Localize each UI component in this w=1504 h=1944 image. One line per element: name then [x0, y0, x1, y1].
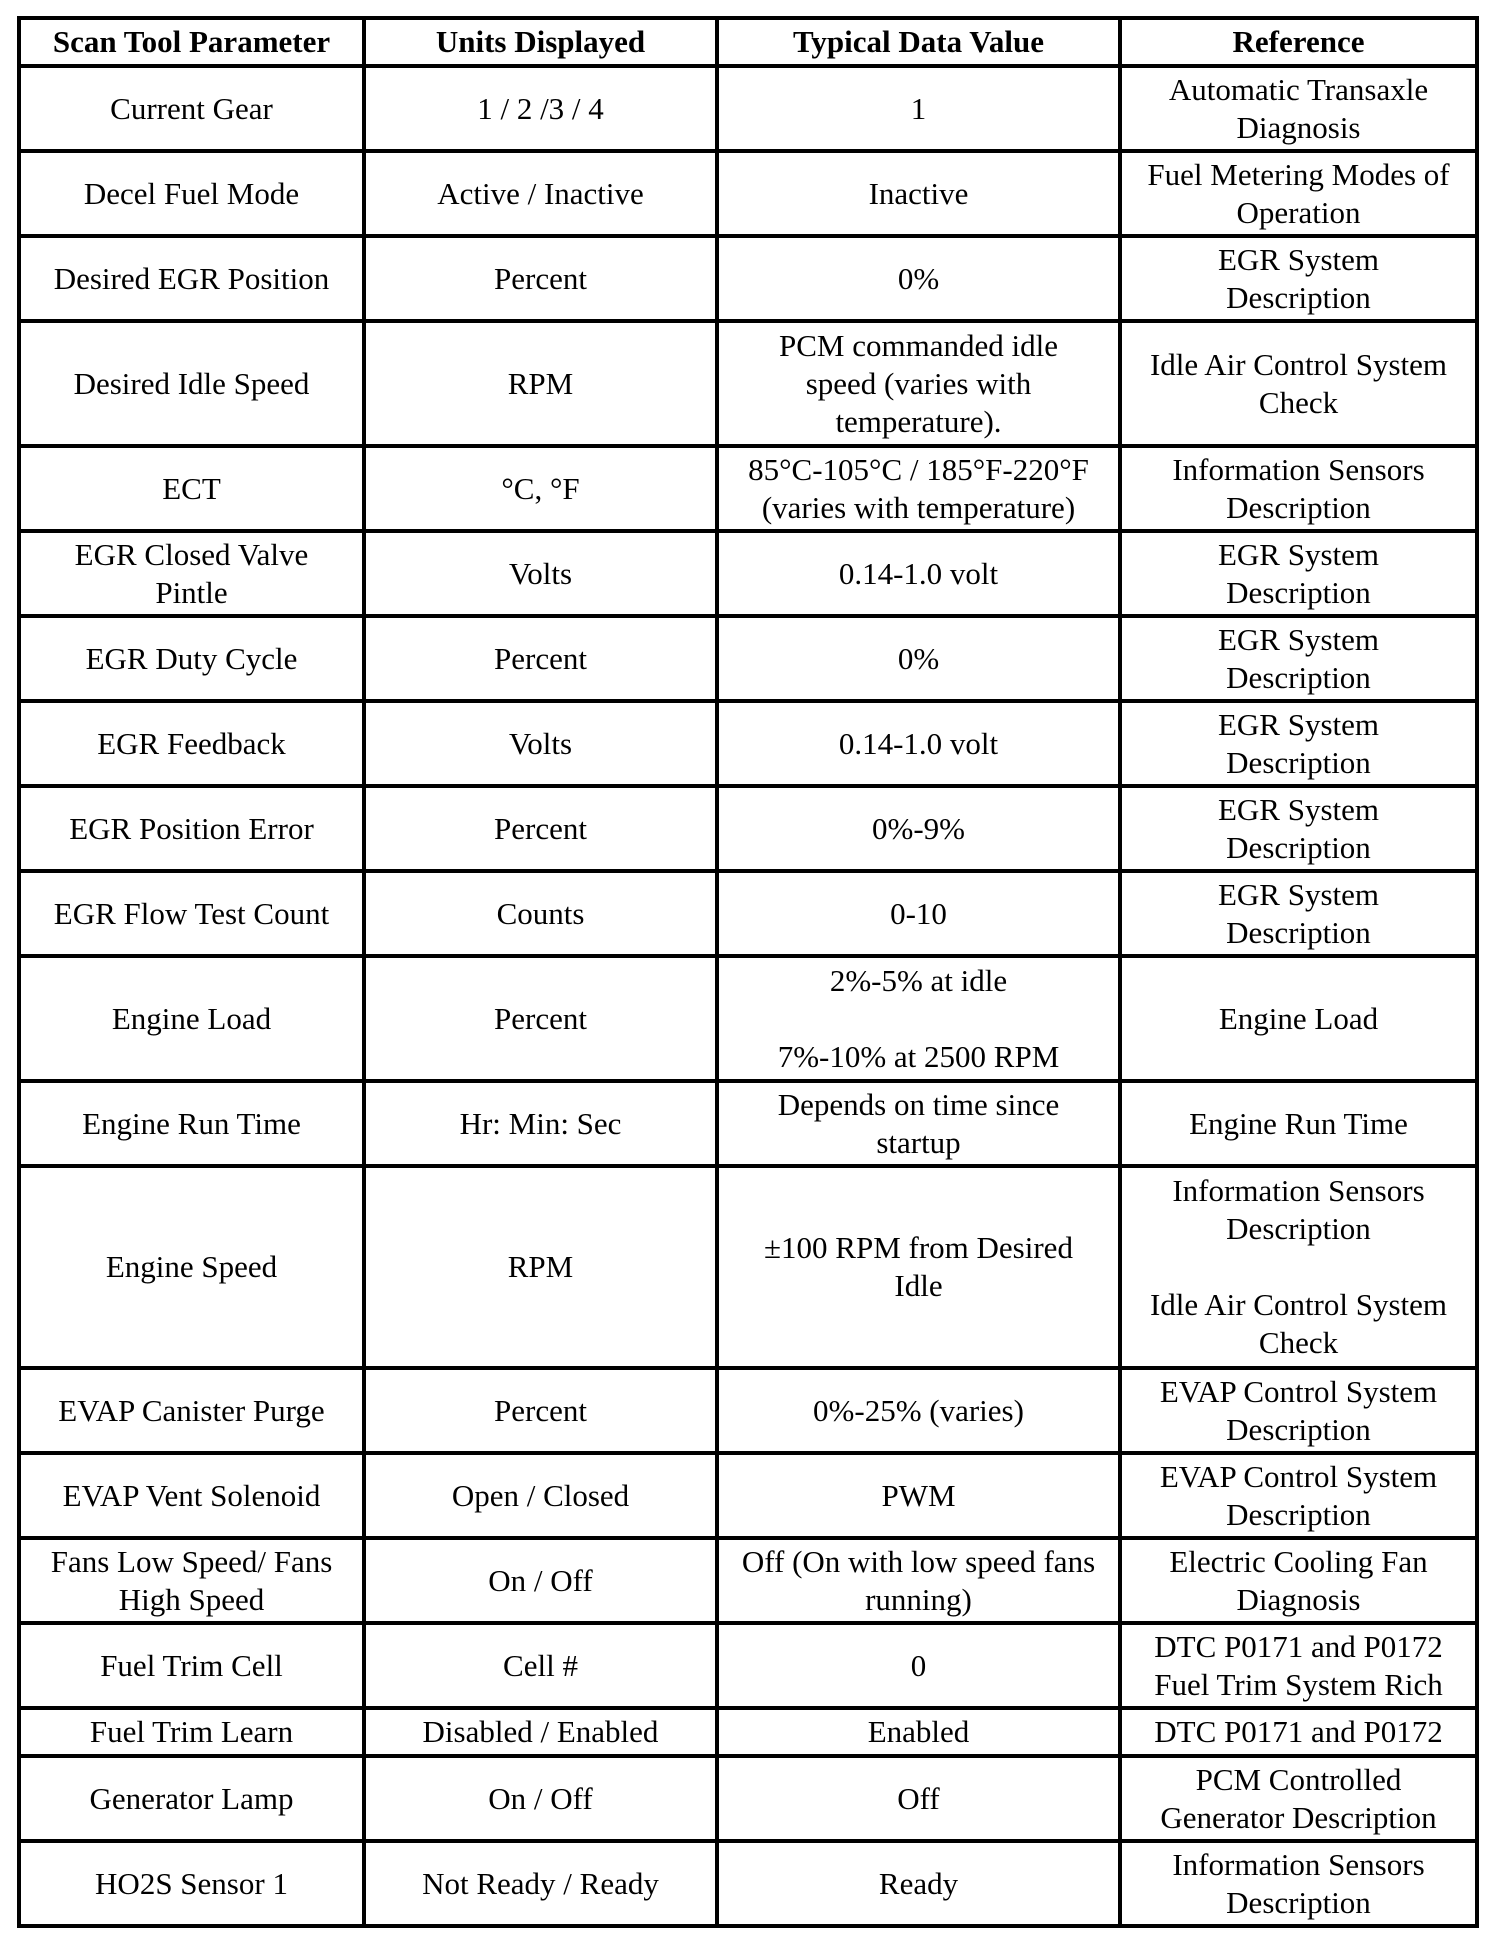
table-row: [19, 1368, 1477, 1453]
cell-units-text: RPM: [507, 1249, 574, 1284]
cell-reference-text: Engine Run Time: [1189, 1105, 1408, 1141]
cell-value: [717, 1453, 1120, 1538]
cell-parameter: [19, 446, 364, 531]
cell-units-text: Percent: [494, 260, 587, 296]
cell-value: [717, 236, 1120, 321]
cell-reference: [1120, 1841, 1477, 1926]
cell-parameter: [19, 531, 364, 616]
cell-value: [717, 1841, 1120, 1926]
table-row: [19, 616, 1477, 701]
cell-parameter-text: EGR Closed Valve Pintle: [74, 536, 309, 610]
cell-parameter-text: EGR Position Error: [69, 810, 314, 846]
cell-reference-text: EVAP Control System Description: [1159, 1458, 1438, 1532]
cell-units-text: Percent: [494, 640, 587, 676]
cell-units: [364, 616, 717, 701]
header-scan-tool-parameter: Scan Tool Parameter: [19, 18, 364, 66]
cell-units: [364, 786, 717, 871]
cell-units: [364, 1756, 717, 1841]
cell-units: [364, 531, 717, 616]
cell-reference-text: EVAP Control System Description: [1159, 1373, 1438, 1447]
cell-units-text: Disabled / Enabled: [422, 1714, 659, 1749]
cell-parameter-text: Desired Idle Speed: [73, 365, 310, 401]
header-reference: Reference: [1120, 18, 1477, 66]
header-units-displayed: Units Displayed: [364, 18, 717, 66]
cell-units: [364, 1081, 717, 1166]
cell-value: [717, 1368, 1120, 1453]
cell-parameter: [19, 1453, 364, 1538]
cell-value-text: PWM: [881, 1477, 956, 1513]
cell-units-text: Not Ready / Ready: [422, 1865, 659, 1901]
cell-reference-text: Engine Load: [1218, 1000, 1379, 1036]
cell-parameter-text: Engine Speed: [105, 1249, 278, 1284]
cell-value-text: Off: [897, 1780, 940, 1816]
cell-units: [364, 871, 717, 956]
cell-parameter-text: EGR Duty Cycle: [85, 640, 298, 676]
cell-reference: [1120, 446, 1477, 531]
cell-value-text: 1: [910, 90, 927, 126]
cell-value: [717, 1623, 1120, 1708]
table-row: [19, 956, 1477, 1081]
table-row: [19, 1756, 1477, 1841]
cell-value-text: 85°C-105°C / 185°F-220°F (varies with temperature): [748, 451, 1089, 525]
cell-value-text: 0%-9%: [872, 810, 965, 846]
cell-value-text: 0.14-1.0 volt: [838, 725, 999, 761]
cell-reference-text: EGR System Description: [1217, 621, 1380, 695]
cell-value: [717, 871, 1120, 956]
cell-parameter: [19, 701, 364, 786]
cell-units: [364, 1708, 717, 1756]
cell-parameter-text: EVAP Canister Purge: [58, 1392, 325, 1428]
cell-reference: [1120, 236, 1477, 321]
cell-parameter: [19, 1368, 364, 1453]
cell-value: [717, 1166, 1120, 1368]
cell-reference-text: DTC P0171 and P0172: [1154, 1714, 1443, 1749]
cell-units-text: Counts: [496, 895, 585, 931]
cell-reference-text: PCM Controlled Generator Description: [1160, 1761, 1437, 1835]
cell-units-text: Hr: Min: Sec: [459, 1105, 622, 1141]
table-row: [19, 1166, 1477, 1368]
cell-units: [364, 1453, 717, 1538]
cell-parameter-text: Engine Load: [111, 1000, 272, 1036]
cell-value-text: ±100 RPM from Desired Idle: [764, 1230, 1073, 1303]
table-row: [19, 1081, 1477, 1166]
cell-reference: [1120, 616, 1477, 701]
cell-value: [717, 321, 1120, 446]
cell-units-text: Percent: [494, 1392, 587, 1428]
cell-reference-text: Electric Cooling Fan Diagnosis: [1169, 1543, 1428, 1617]
cell-units: [364, 1538, 717, 1623]
cell-reference: [1120, 1756, 1477, 1841]
cell-parameter: [19, 1756, 364, 1841]
table-row: [19, 1841, 1477, 1926]
cell-units-text: Volts: [508, 725, 573, 761]
table-row: [19, 321, 1477, 446]
cell-reference: [1120, 1081, 1477, 1166]
table-row: [19, 66, 1477, 151]
cell-reference: [1120, 531, 1477, 616]
cell-value-text: Depends on time since startup: [777, 1086, 1060, 1160]
cell-value-text: Off (On with low speed fans running): [741, 1543, 1096, 1617]
cell-reference-text: Fuel Metering Modes of Operation: [1147, 156, 1450, 230]
cell-value-text: 0%-25% (varies): [813, 1392, 1024, 1428]
cell-value: [717, 616, 1120, 701]
table-row: [19, 151, 1477, 236]
cell-parameter-text: Fans Low Speed/ Fans High Speed: [50, 1543, 333, 1617]
cell-units: [364, 236, 717, 321]
cell-value: [717, 66, 1120, 151]
cell-value-text: 0.14-1.0 volt: [838, 555, 999, 591]
cell-reference-text: EGR System Description: [1217, 876, 1380, 950]
cell-parameter-text: Decel Fuel Mode: [83, 175, 300, 211]
cell-parameter-text: Desired EGR Position: [53, 260, 330, 296]
cell-value-text: 2%-5% at idle 7%-10% at 2500 RPM: [777, 962, 1060, 1074]
cell-reference: [1120, 701, 1477, 786]
cell-parameter: [19, 956, 364, 1081]
cell-units: [364, 1623, 717, 1708]
cell-units-text: RPM: [507, 365, 574, 401]
cell-reference-text: Information Sensors Description: [1172, 1846, 1425, 1920]
cell-units-text: Percent: [494, 810, 587, 846]
cell-reference-text: EGR System Description: [1217, 706, 1380, 780]
cell-units-text: °C, °F: [501, 470, 580, 506]
cell-value-text: Inactive: [868, 175, 969, 211]
cell-units: [364, 321, 717, 446]
cell-reference-text: DTC P0171 and P0172 Fuel Trim System Rich: [1154, 1628, 1443, 1702]
table-row: [19, 871, 1477, 956]
document-page: [17, 16, 1475, 1928]
table-row: [19, 701, 1477, 786]
cell-units: [364, 66, 717, 151]
cell-reference-text: Idle Air Control System Check: [1149, 346, 1448, 420]
table-body: [19, 66, 1477, 1926]
cell-units-text: On / Off: [488, 1780, 593, 1816]
cell-parameter: [19, 616, 364, 701]
cell-value: [717, 956, 1120, 1081]
cell-units-text: 1 / 2 /3 / 4: [477, 90, 604, 126]
cell-value-text: 0%: [897, 640, 940, 676]
cell-units-text: Volts: [508, 555, 573, 591]
cell-value: [717, 1756, 1120, 1841]
cell-reference-text: Information Sensors Description: [1172, 451, 1425, 525]
cell-value: [717, 151, 1120, 236]
cell-parameter: [19, 871, 364, 956]
cell-reference: [1120, 1538, 1477, 1623]
table-row: [19, 1538, 1477, 1623]
table-header-row: [19, 18, 1477, 66]
cell-units: [364, 1841, 717, 1926]
cell-reference-text: EGR System Description: [1217, 241, 1380, 315]
cell-reference: [1120, 151, 1477, 236]
cell-parameter: [19, 236, 364, 321]
cell-units: [364, 956, 717, 1081]
cell-reference: [1120, 66, 1477, 151]
cell-value-text: Ready: [878, 1865, 959, 1901]
header-typical-data-value: Typical Data Value: [717, 18, 1120, 66]
cell-reference: [1120, 1453, 1477, 1538]
cell-value-text: 0-10: [890, 895, 947, 931]
cell-parameter: [19, 1081, 364, 1166]
cell-reference: [1120, 321, 1477, 446]
cell-value-text: 0: [910, 1647, 927, 1683]
cell-units-text: On / Off: [488, 1562, 593, 1598]
cell-value-text: 0%: [897, 260, 940, 296]
cell-value-text: PCM commanded idle speed (varies with temperature).: [779, 327, 1058, 439]
table-row: [19, 786, 1477, 871]
cell-reference: [1120, 1623, 1477, 1708]
cell-parameter: [19, 1841, 364, 1926]
cell-parameter-text: Fuel Trim Learn: [89, 1714, 294, 1749]
cell-reference-text: EGR System Description: [1217, 791, 1380, 865]
cell-parameter-text: Current Gear: [110, 90, 273, 126]
cell-value-text: Enabled: [867, 1714, 970, 1749]
table-row: [19, 446, 1477, 531]
table-row: [19, 531, 1477, 616]
cell-parameter-text: EGR Flow Test Count: [53, 895, 330, 931]
cell-value: [717, 446, 1120, 531]
cell-value: [717, 1538, 1120, 1623]
cell-parameter-text: Engine Run Time: [82, 1105, 301, 1141]
cell-reference: [1120, 786, 1477, 871]
cell-parameter: [19, 786, 364, 871]
cell-parameter-text: EVAP Vent Solenoid: [62, 1477, 321, 1513]
cell-units: [364, 701, 717, 786]
cell-reference: [1120, 1368, 1477, 1453]
scan-tool-parameter-table: [17, 16, 1479, 1928]
cell-units-text: Percent: [494, 1000, 587, 1036]
cell-parameter-text: Generator Lamp: [89, 1780, 294, 1816]
table-row: [19, 236, 1477, 321]
cell-units: [364, 1368, 717, 1453]
cell-value: [717, 531, 1120, 616]
cell-reference: [1120, 1708, 1477, 1756]
table-row: [19, 1623, 1477, 1708]
cell-parameter: [19, 151, 364, 236]
cell-value: [717, 1081, 1120, 1166]
cell-parameter: [19, 321, 364, 446]
cell-reference: [1120, 1166, 1477, 1368]
cell-parameter-text: HO2S Sensor 1: [95, 1865, 288, 1901]
cell-reference-text: Information Sensors Description Idle Air Control System Check: [1149, 1173, 1448, 1360]
cell-parameter: [19, 66, 364, 151]
cell-parameter-text: Fuel Trim Cell: [100, 1647, 283, 1683]
cell-parameter-text: EGR Feedback: [97, 725, 286, 761]
cell-units-text: Open / Closed: [451, 1477, 630, 1513]
table-row: [19, 1708, 1477, 1756]
cell-parameter: [19, 1623, 364, 1708]
cell-units-text: Active / Inactive: [437, 175, 644, 211]
cell-units: [364, 151, 717, 236]
cell-value: [717, 1708, 1120, 1756]
cell-value: [717, 786, 1120, 871]
cell-reference-text: Automatic Transaxle Diagnosis: [1168, 71, 1429, 145]
cell-parameter: [19, 1708, 364, 1756]
cell-reference-text: EGR System Description: [1217, 536, 1380, 610]
cell-reference: [1120, 871, 1477, 956]
cell-units-text: Cell #: [503, 1647, 578, 1683]
cell-parameter: [19, 1538, 364, 1623]
table-row: [19, 1453, 1477, 1538]
cell-value: [717, 701, 1120, 786]
cell-parameter-text: ECT: [162, 470, 221, 506]
cell-parameter: [19, 1166, 364, 1368]
cell-units: [364, 446, 717, 531]
cell-units: [364, 1166, 717, 1368]
cell-reference: [1120, 956, 1477, 1081]
